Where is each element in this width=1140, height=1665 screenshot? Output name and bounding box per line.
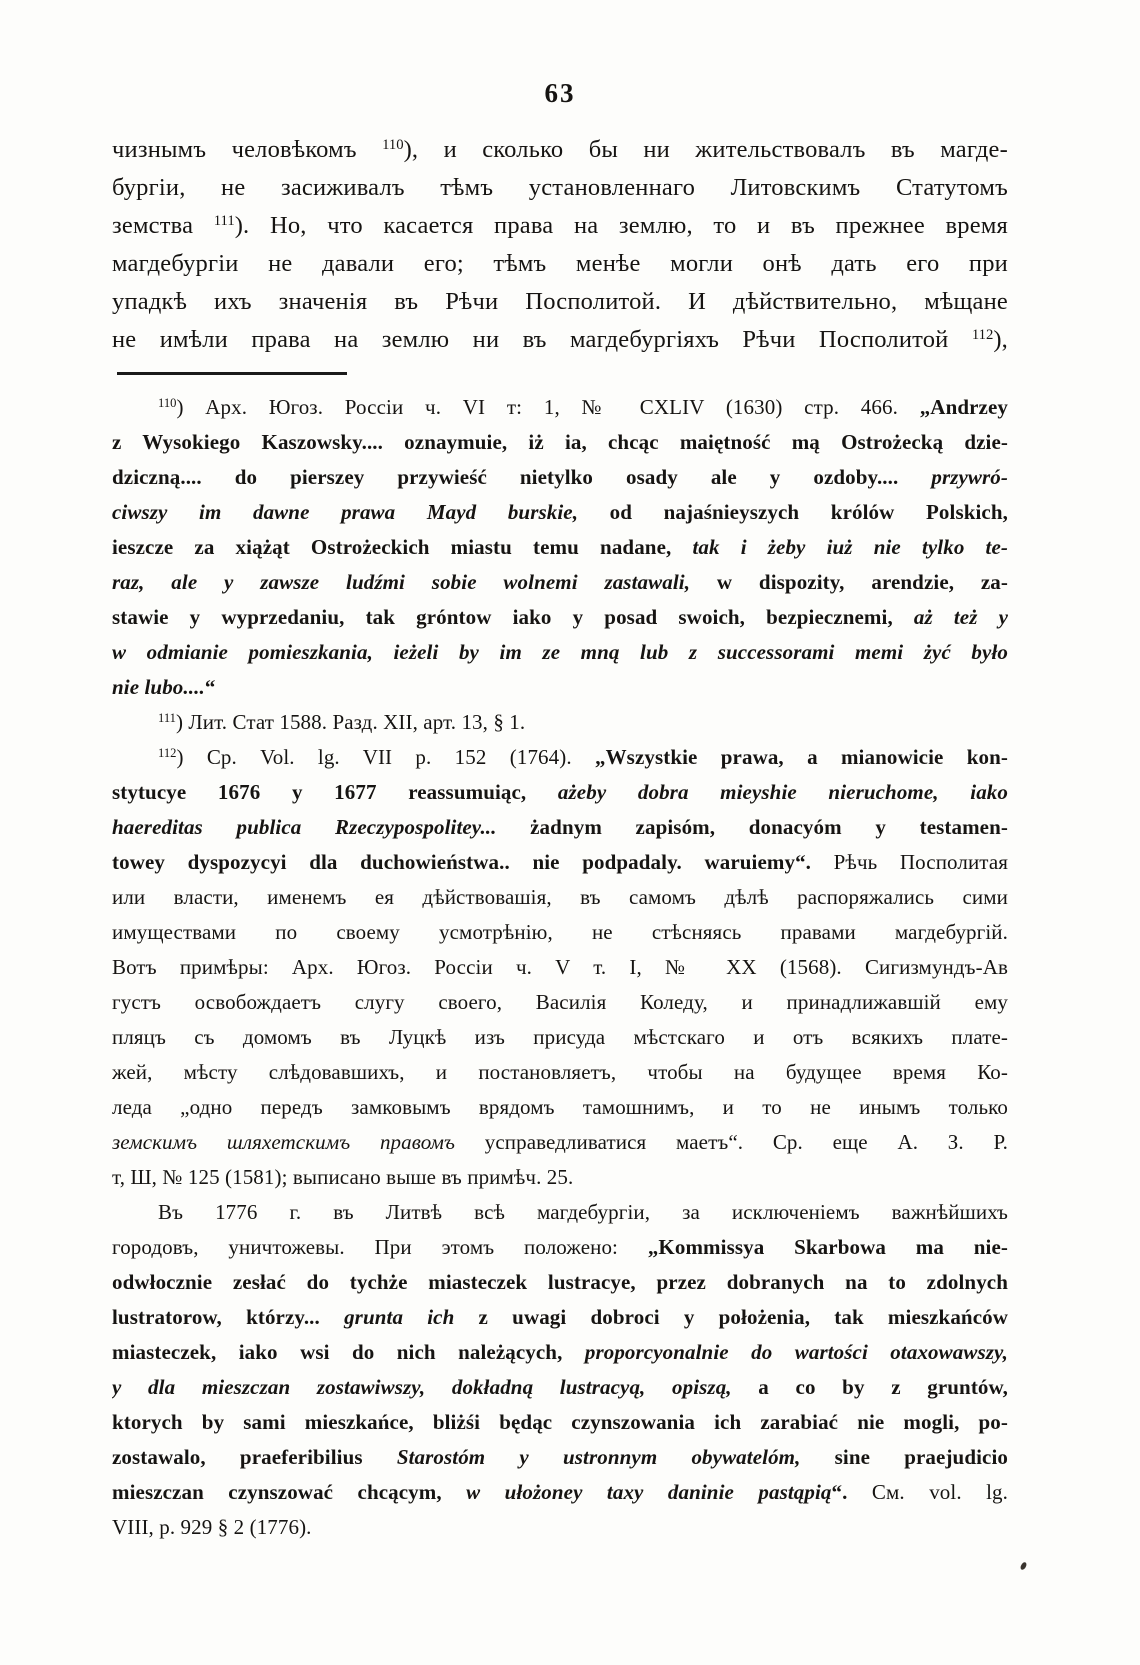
text-line [112,245,1008,283]
text-segment: См. vol. lg. [871,1480,1008,1504]
footnote-reference: 111 [213,212,235,229]
text-segment: ciwszy im dawne prawa Mayd burskie, [112,500,610,524]
ink-speck [1020,1561,1027,1570]
text-line [112,460,1008,495]
text-segment: „Wszystkie prawa, a mianowicie kon- [594,745,1008,769]
text-segment: ), и сколько бы ни жительствовалъ въ магде- [403,136,1008,163]
main-text [112,131,1008,359]
text-segment: ktorych by sami mieszkańce, bliżśi będąc czynszowania ich zarabiać nie mogli, po- [112,1410,1008,1434]
footnote-reference: 111 [158,711,176,726]
text-line [112,390,1008,425]
text-segment: w odmianie pomieszkania, ieżeli by im ze mną lub z successorami memi żyć było [112,640,1008,664]
text-segment: чизнымъ человѣкомъ [112,136,383,163]
text-segment: y dla mieszczan zostawiwszy, dokładną lustracyą, opiszą, [112,1375,759,1399]
text-segment: Рѣчь Посполитая [833,850,1008,874]
text-line [112,321,1008,359]
text-segment: w ułożoney taxy daninie pastąpią [466,1480,832,1504]
text-segment: VIII, p. 929 § 2 (1776). [112,1515,312,1539]
text-segment: odwłocznie zesłać do tychże miasteczek lustracye, przez dobranych na to zdolnych [112,1270,1008,1294]
text-segment: ażeby dobra mieyshie nieruchome, iako [557,780,1008,804]
text-segment: ieszcze za xiążąt Ostrożeckich miastu temu nadane, [112,535,693,559]
text-segment: ), [993,326,1008,353]
text-line [112,1125,1008,1160]
text-segment: stawie y wyprzedaniu, tak gróntow iako y posad swoich, bezpiecznemi, [112,605,914,629]
text-segment: Въ 1776 г. въ Литвѣ всѣ магдебургіи, за исключеніемъ важнѣйшихъ [158,1200,1008,1224]
text-line [112,131,1008,169]
footnote-reference: 110 [382,136,404,153]
text-line [112,845,1008,880]
text-line [112,635,1008,670]
text-segment: miasteczek, iako wsi do nich należących, [112,1340,585,1364]
text-line [112,1195,1008,1230]
text-segment: tak i żeby iuż nie tylko te- [692,535,1008,559]
text-segment: mieszczan czynszować chcącym, [112,1480,467,1504]
text-segment: густъ освобождаетъ слугу своего, Василія Коледу, и принадлижавшій ему [112,990,1008,1014]
text-segment: ). Но, что касается права на землю, то и въ прежнее время [234,212,1008,239]
text-line [112,1475,1008,1510]
text-segment: имуществами по своему усмотрѣнію, не стѣсняясь правами магдебургій. [112,920,1008,944]
text-segment: ) Ср. Vol. lg. VII p. 152 (1764). [176,745,595,769]
text-segment: proporcyonalnie do wartości otaxowawszy, [584,1340,1008,1364]
text-segment: w dispozity, arendzie, za- [716,570,1008,594]
text-line [112,207,1008,245]
text-line [112,810,1008,845]
text-segment: przywró- [931,465,1008,489]
text-segment: z Wysokiego Kaszowsky.... oznaymuie, iż ia, chcąc maiętność mą Ostrożecką dzie- [112,430,1008,454]
text-line [112,283,1008,321]
text-segment: „Andrzey [919,395,1008,419]
footnote-reference: 112 [158,746,177,761]
text-segment: żadnym zapisóm, donacyóm y testamen- [530,815,1008,839]
text-segment: т, Ш, № 125 (1581); выписано выше въ примѣч. 25. [112,1165,574,1189]
text-line [112,915,1008,950]
text-segment: Вотъ примѣры: Арх. Югоз. Россіи ч. V т. I, № XX (1568). Сигизмундъ-Ав [112,955,1008,979]
text-segment: не имѣли права на землю ни въ магдебургіяхъ Рѣчи Посполитой [112,326,972,353]
text-segment: магдебургіи не давали его; тѣмъ менѣе могли онѣ дать его при [112,250,1008,277]
text-segment: городовъ, уничтожевы. При этомъ положено: [112,1235,648,1259]
text-segment: raz, ale y zawsze ludźmi sobie wolnemi zastawali, [112,570,717,594]
text-line [112,705,1008,740]
text-line [112,1300,1008,1335]
text-segment: zostawalo, praeferibilius [112,1445,397,1469]
text-segment: земства [112,212,214,239]
text-line [112,1440,1008,1475]
text-line [112,775,1008,810]
text-segment: towey dyspozycyi dla duchowieństwa.. nie podpadaly. waruiemy“. [112,850,834,874]
text-line [112,950,1008,985]
text-line [112,1055,1008,1090]
text-segment: stytucye 1676 y 1677 reassumuiąc, [112,780,558,804]
text-segment: grunta ich [344,1305,455,1329]
footnote-reference: 110 [158,396,177,411]
text-line [112,740,1008,775]
text-line [112,670,1008,705]
text-segment: aż też y [913,605,1008,629]
text-line [112,1335,1008,1370]
text-line [112,1510,1008,1545]
text-segment: nie lubo.... [112,675,205,699]
text-line [112,495,1008,530]
text-segment: sine praejudicio [834,1445,1008,1469]
text-segment: “. [831,1480,872,1504]
text-line [112,1265,1008,1300]
text-line [112,530,1008,565]
text-line [112,1230,1008,1265]
footnote-separator-rule [117,372,347,375]
text-segment: жей, мѣсту слѣдовавшихъ, и постановляетъ, чтобы на будущее время Ко- [112,1060,1008,1084]
text-segment: земскимъ шляхетскимъ правомъ [112,1130,485,1154]
text-segment: упадкѣ ихъ значенія въ Рѣчи Посполитой. И дѣйствительно, мѣщане [112,288,1008,315]
text-line [112,425,1008,460]
text-segment: dziczną.... do pierszey przywieść nietylko osady ale y ozdoby.... [112,465,932,489]
text-segment: od najaśnieyszych królów Polskich, [609,500,1008,524]
text-line [112,1405,1008,1440]
text-segment: ) Лит. Стат 1588. Разд. XII, арт. 13, § 1. [175,710,526,734]
text-line [112,1370,1008,1405]
text-line [112,565,1008,600]
text-segment: a co by z gruntów, [758,1375,1008,1399]
text-line [112,1090,1008,1125]
text-line [112,1160,1008,1195]
text-segment: пляцъ съ домомъ въ Луцкѣ изъ присуда мѣстскаго и отъ всякихъ плате- [112,1025,1008,1049]
text-segment: lustratorow, którzy... [112,1305,345,1329]
text-segment: haereditas publica Rzeczypospolitey... [112,815,531,839]
text-line [112,880,1008,915]
text-segment: бургіи, не засиживалъ тѣмъ установленнаго Литовскимъ Статутомъ [112,174,1008,201]
text-segment: z uwagi dobroci y położenia, tak mieszkańców [454,1305,1008,1329]
text-segment: леда „одно передъ замковымъ врядомъ тамошнимъ, и то не инымъ только [112,1095,1008,1119]
text-line [112,1020,1008,1055]
text-segment: „Kommissya Skarbowa ma nie- [647,1235,1008,1259]
page-number: 63 [544,78,576,108]
footnotes [112,390,1008,1545]
text-segment: ) Арх. Югоз. Россіи ч. VI т: 1, № CXLIV (1630) стр. 466. [176,395,920,419]
footnote-reference: 112 [971,326,994,343]
text-line [112,600,1008,635]
text-segment: Starostóm y ustronnym obywatelóm, [396,1445,835,1469]
text-line [112,985,1008,1020]
text-line [112,169,1008,207]
text-segment: усправедливатися маетъ“. Ср. еще А. З. Р. [484,1130,1008,1154]
text-segment: или власти, именемъ ея дѣйствовашія, въ самомъ дѣлѣ распоряжались сими [112,885,1008,909]
text-segment: “ [204,675,216,699]
